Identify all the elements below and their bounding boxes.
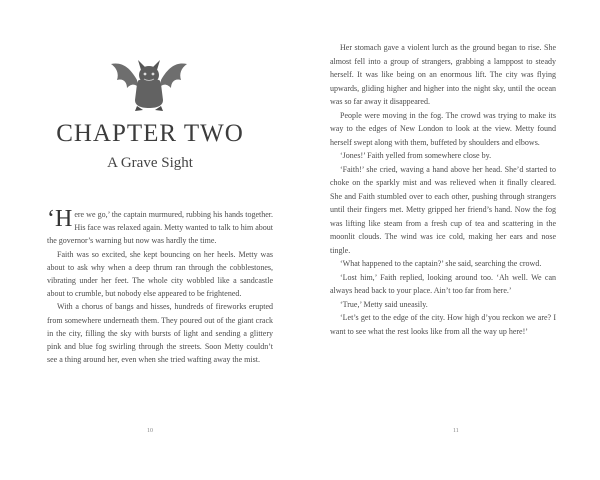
page-number: 11 [453,428,459,434]
page-number: 10 [147,428,153,434]
paragraph: ‘True,’ Metty said uneasily. [340,299,428,309]
paragraph: Her stomach gave a violent lurch as the ground began to rise. She almost fell into a group of strangers, grabbing a lamppost to steady herself. It was like being on an enormous lift. The city was flying upwards, gliding higher and higher into the night sky, until the ocean was so far away it disappeared. [330,43,556,106]
paragraph: ‘Here we go,’ the captain murmured, rubbing his hands together. His face was relaxed again. Metty wanted to talk to him about the governor’s warning but now was hardly the time. [47,206,273,246]
chapter-heading: CHAPTER TWO [56,120,244,147]
paragraph: ‘Lost him,’ Faith replied, looking around too. ‘Ah well. We can always head back to your place. Ain’t too far from here.’ [330,272,556,295]
right-page [300,0,600,480]
paragraph: ‘Faith!’ she cried, waving a hand above her head. She’d started to choke on the sparkly mist and was relieved when it finally cleared. She and Faith stumbled over to each other, pushing through strangers until their fingers met. Metty gripped her friend’s hand. Now the fog was lifting like steam from a fresh cup of tea and scattering in the moonlit clouds. The wind was ice cold, making her ears and nose tingle. [330,164,556,255]
right-page-text [330,41,556,338]
paragraph: Faith was so excited, she kept bouncing on her heels. Metty was about to ask why when a deep thrum ran through the cobblestones, vibrating under her feet. The whole city wobbled like a sandcastle about to crumble, but nobody else appeared to be frightened. [47,249,273,299]
paragraph: With a chorus of bangs and hisses, hundreds of fireworks erupted from somewhere underneath them. They poured out of the giant crack in the city, filling the sky with bursts of light and sending a glittery pink and blue fog swirling through the streets. Soon Metty couldn’t see a thing around her, even when she tried wafting away the mist. [47,302,273,365]
paragraph: ‘Let’s get to the edge of the city. How high d’you reckon we are? I want to see what the rest looks like from all the way up here!’ [330,313,556,336]
chapter-title: A Grave Sight [107,155,193,171]
gargoyle-icon [107,50,191,116]
left-page-text [47,208,273,366]
paragraph: People were moving in the fog. The crowd was trying to make its way to the edges of New London to look at the view. Metty found herself swept along with them, buffeted by shoulders and elbows. [330,110,556,147]
drop-cap: ‘H [47,206,73,232]
paragraph: ‘What happened to the captain?’ she said, searching the crowd. [340,259,542,268]
paragraph: ‘Jones!’ Faith yelled from somewhere close by. [340,151,492,160]
